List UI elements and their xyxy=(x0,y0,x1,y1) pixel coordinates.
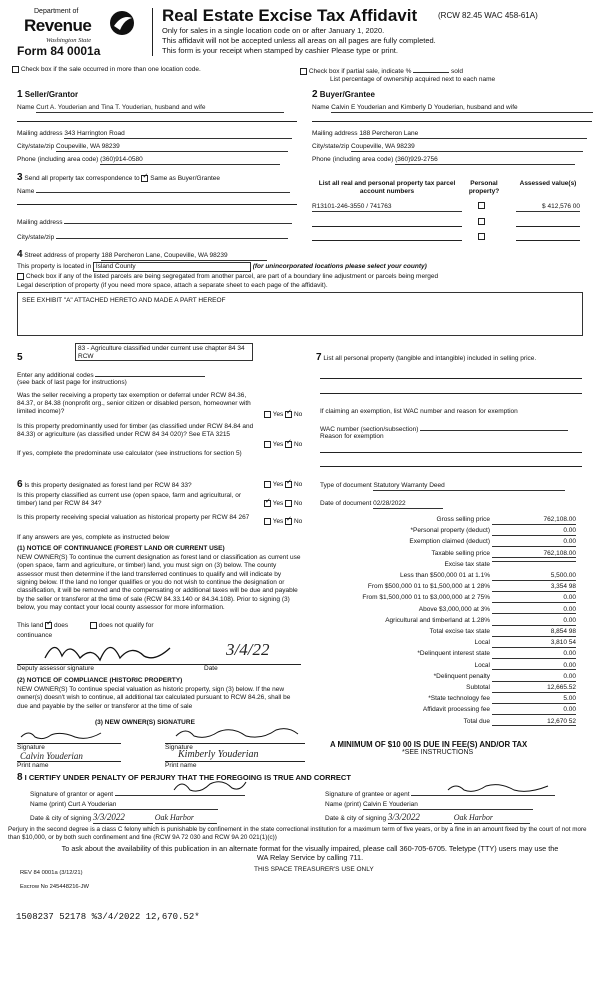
assessor-signature xyxy=(40,636,240,666)
rcw-ref: (RCW 82.45 WAC 458-61A) xyxy=(438,11,538,20)
q2-yes-checkbox[interactable] xyxy=(264,441,271,448)
complete-instructions: If any answers are yes, complete as instructed below xyxy=(17,534,170,541)
grantee-date-field[interactable]: 3/3/2022 xyxy=(388,812,452,824)
grantee-date-row: Date & city of signing 3/3/2022 Oak Harbor xyxy=(325,812,530,824)
certify-row: 8 I CERTIFY UNDER PENALTY OF PERJURY THAT THE FOREGOING IS TRUE AND CORRECT xyxy=(17,772,351,783)
buyer-heading: 2 Buyer/Grantee xyxy=(312,89,375,100)
cashier-stamp: 1508237 52178 %3/4/2022 12,670.52* xyxy=(16,912,200,922)
exemption-question: Was the seller receiving a property tax exemption or deferral under RCW 84.36, 84.37, or 84.38 (nonprofit org., senior citizen or disabled person, homeowner with limited income)? xyxy=(17,392,251,415)
street-address-field[interactable]: 188 Percheron Lane, Coupeville, WA 98239 xyxy=(101,252,267,261)
land-use-code-select[interactable]: 83 - Agriculture classified under current use chapter 84 34 RCW xyxy=(75,343,253,361)
partial-pct-field[interactable] xyxy=(413,66,449,73)
header-line-1: Only for sales in a single location code on or after January 1, 2020. xyxy=(162,26,385,35)
alt-format-notice: To ask about the availability of this publication in an alternate format for the visually impaired, please call 360-705-6705. Teletype (TTY) users may use the WA Relay Service by calling 711. xyxy=(61,844,559,862)
tax-row-label: Local xyxy=(474,639,490,647)
pct-note: List percentage of ownership acquired next to each name xyxy=(330,76,496,83)
form-number: Form 84 0001a xyxy=(17,44,101,58)
seller-heading: 1 Seller/Grantor xyxy=(17,89,79,100)
tax-row-value[interactable]: 0.00 xyxy=(492,650,576,659)
tax-row-label: Less than $500,000 01 at 1.1% xyxy=(400,572,490,579)
see-back-note: (see back of last page for instructions) xyxy=(17,379,127,386)
section-3-row: 3 Send all property tax correspondence to ✓ Same as Buyer/Grantee xyxy=(17,172,220,184)
historic-question: Is this property receiving special valuation as historical property per RCW 84 267 xyxy=(17,514,250,521)
tax-row-value[interactable]: 3,354 98 xyxy=(492,583,576,592)
grantor-city-field[interactable]: Oak Harbor xyxy=(155,813,217,824)
buyer-name-field[interactable]: Calvin E Youderian and Kimberly D Youderian, husband and wife xyxy=(331,104,593,113)
tax-row-label: Local xyxy=(474,661,490,669)
qualify-row: This land ✓ does does not qualify for xyxy=(17,622,154,630)
seller-phone-row: Phone (including area code) (360)914-0580 xyxy=(17,156,280,165)
timber-note: If yes, complete the predominate use calculator (see instructions for section 5) xyxy=(17,450,242,457)
county-select[interactable]: Island County xyxy=(93,262,251,272)
q1-answer: Yes ✓ No xyxy=(264,411,302,419)
assessed-col-header: Assessed value(s) xyxy=(519,180,577,187)
corr-city-field[interactable] xyxy=(56,232,288,239)
corr-city-row: City/state/zip xyxy=(17,232,288,242)
grantee-sig-row: Signature of grantee or agent xyxy=(325,788,555,799)
does-checkbox[interactable] xyxy=(45,622,52,629)
partial-sale-checkbox[interactable] xyxy=(300,68,307,75)
perjury-notice: Perjury in the second degree is a class C felony which is punishable by confinement in the state correctional institution for a maximum term of five years, or by a fine in an amount fixed by the court of not more than $10,000, or by both such confinement and fine (RCW 9A 72 030 and RCW 9A 20 021(1)(c)) xyxy=(8,826,587,841)
personal-col-header: Personal property? xyxy=(468,180,500,195)
minimum-notice: A MINIMUM OF $10 00 IS DUE IN FEE(S) AND/OR TAX xyxy=(330,740,528,749)
notice-1-heading: (1) NOTICE OF CONTINUANCE (FOREST LAND OR CURRENT USE) xyxy=(17,545,225,552)
tax-row-value[interactable]: 0.00 xyxy=(492,617,576,626)
grantor-date-field[interactable]: 3/3/2022 xyxy=(93,812,153,824)
tax-row-label: Excise tax state xyxy=(444,560,490,568)
q6-3-no-checkbox[interactable] xyxy=(285,518,292,525)
tax-row-label: Total due xyxy=(463,717,490,725)
q6-2-no-checkbox[interactable] xyxy=(285,500,292,507)
owner-print-2: Kimberly Youderian xyxy=(178,749,259,760)
tax-row-value[interactable]: 12,670 52 xyxy=(492,718,576,727)
tax-row-label: Exemption claimed (deduct) xyxy=(409,538,490,546)
q6-3-yes-checkbox[interactable] xyxy=(264,518,271,525)
grantor-signature xyxy=(170,776,250,796)
section-5-number: 5 xyxy=(17,352,23,363)
same-as-buyer-checkbox[interactable] xyxy=(141,175,148,182)
legal-description-text: SEE EXHIBIT "A" ATTACHED HERETO AND MADE A PART HEREOF xyxy=(22,297,226,304)
tax-row-value[interactable]: 8,854 98 xyxy=(492,628,576,637)
tax-row-value[interactable]: 5,500.00 xyxy=(492,572,576,581)
corr-addr-row: Mailing address xyxy=(17,217,292,227)
notice-2-heading: (2) NOTICE OF COMPLIANCE (HISTORIC PROPERTY) xyxy=(17,677,183,684)
state-label: Washington State xyxy=(46,37,92,44)
buyer-city-row: City/state/zip Coupeville, WA 98239 xyxy=(312,143,583,152)
tax-row-value[interactable]: 0.00 xyxy=(492,606,576,615)
corr-name-row: Name xyxy=(17,186,290,196)
corr-name-field[interactable] xyxy=(36,186,290,193)
forest-question: 6 Is this property designated as forest land per RCW 84 33? xyxy=(17,479,192,490)
tax-row-label: *State technology fee xyxy=(428,695,490,703)
tax-row-value[interactable]: 0.00 xyxy=(492,594,576,603)
tax-row-value[interactable]: 0.00 xyxy=(492,706,576,715)
tax-row-value[interactable]: 5.00 xyxy=(492,695,576,704)
personal-property-checkbox-1[interactable] xyxy=(478,202,485,209)
owner-print-label-1: Print name xyxy=(17,762,49,769)
revenue-wordmark: Revenue xyxy=(24,16,92,35)
grantee-name-field[interactable]: Calvin E Youderian xyxy=(363,801,533,810)
partial-sale-label: Check box if partial sale, indicate % xyxy=(308,68,412,75)
assessor-date: 3/4/22 xyxy=(226,640,270,659)
buyer-addr-row: Mailing address 188 Percheron Lane xyxy=(312,130,587,139)
tax-row-value[interactable]: 0.00 xyxy=(492,673,576,682)
q6-1-yes-checkbox[interactable] xyxy=(264,481,271,488)
doc-type-field[interactable]: Statutory Warranty Deed xyxy=(373,482,565,491)
tax-row-label: Subtotal xyxy=(466,684,490,691)
grantor-sig-row: Signature of grantor or agent xyxy=(30,788,245,799)
buyer-phone-field[interactable]: (360)929-2756 xyxy=(395,156,575,165)
buyer-name-row: Name Calvin E Youderian and Kimberly D Youderian, husband and wife xyxy=(312,104,593,113)
q2-no-checkbox[interactable] xyxy=(285,441,292,448)
personal-property-checkbox-3[interactable] xyxy=(478,233,485,240)
treasurer-label: THIS SPACE TREASURER'S USE ONLY xyxy=(254,866,374,873)
seller-phone-field[interactable]: (360)914-0580 xyxy=(100,156,280,165)
tax-row-label: From $500,000 01 to $1,500,000 at 1 28% xyxy=(367,583,490,591)
seller-name-field[interactable]: Curt A. Youderian and Tina T. Youderian, husband and wife xyxy=(36,104,284,113)
multi-location-label: Check box if the sale occurred in more than one location code. xyxy=(20,66,201,74)
owner-print-label-2: Print name xyxy=(165,762,197,769)
q6-3-answer: Yes ✓ No xyxy=(264,518,302,526)
q2-answer: Yes ✓ No xyxy=(264,441,302,449)
reason-row: Reason for exemption xyxy=(320,433,384,440)
owner-signature-1 xyxy=(17,727,107,743)
tax-row-value[interactable]: 12,665.52 xyxy=(492,684,576,693)
tax-row-label: *Personal property (deduct) xyxy=(410,527,490,535)
parcel-number[interactable]: R13101-246-3550 / 741763 xyxy=(312,203,462,212)
tax-row-label: Agricultural and timberland at 1.28% xyxy=(385,616,490,624)
tax-row-value[interactable]: 3,810 54 xyxy=(492,639,576,648)
owner-signature-2 xyxy=(172,724,302,742)
page-title: Real Estate Excise Tax Affidavit xyxy=(162,6,418,25)
doc-date-field[interactable]: 02/28/2022 xyxy=(373,500,443,509)
doc-type-row: Type of document Statutory Warranty Deed xyxy=(320,482,565,491)
segregated-checkbox[interactable] xyxy=(17,273,24,280)
q6-1-answer: Yes ✓ No xyxy=(264,481,302,489)
notice-1-body: NEW OWNER(S) To continue the current designation as forest land or classification as current use (open space, farm and agriculture, or timber) land, you must sign on (3) below. The county assessor must then determine if the land transferred continues to qualify and will indicate by signing below. If the land no longer qualifies or you do not wish to continue the designation or classification, it will be removed and the compensating or additional taxes will be due and payable by the seller or transferor at the time of sale (RCW 84.33.140 or 84.34.108). Prior to signing (3) below, you may contact your local county assessor for more information. xyxy=(17,554,301,611)
seller-name-row: Name Curt A. Youderian and Tina T. Youderian, husband and wife xyxy=(17,104,297,113)
grantee-name-row: Name (print) Calvin E Youderian xyxy=(325,801,533,810)
notice-3-heading: (3) NEW OWNER(S) SIGNATURE xyxy=(95,719,195,726)
personal-property-checkbox-2[interactable] xyxy=(478,218,485,225)
corr-address-field[interactable] xyxy=(64,217,292,224)
grantor-name-row: Name (print) Curt A Youderian xyxy=(30,801,218,810)
additional-codes-field[interactable] xyxy=(95,370,205,377)
dept-label: Department of xyxy=(34,8,79,15)
owner-print-1: Calvin Youderian xyxy=(20,751,83,761)
seller-city-row: City/state/zip Coupeville, WA 98239 xyxy=(17,143,288,152)
tax-row-value[interactable]: 0.00 xyxy=(492,538,576,547)
tax-row-label: *Delinquent penalty xyxy=(433,672,490,680)
notice-2-body: NEW OWNER(S) To continue special valuation as historic property, sign (3) below. If the new owner(s) doesn't wish to continue, all additional tax calculated pursuant to RCW 84.26, shall be due and payable by the seller or transferor at the time of sale xyxy=(17,686,291,710)
wac-field[interactable] xyxy=(420,424,568,431)
owner-signature-label-2: Signature xyxy=(165,744,193,751)
seller-city-field[interactable]: Coupeville, WA 98239 xyxy=(56,143,288,152)
multi-location-checkbox[interactable] xyxy=(12,66,19,73)
timber-question: Is this property predominantly used for timber (as classified under RCW 84.84 and 84.33) or agriculture (as classified under RCW 84 34 020)? See ETA 3215 xyxy=(17,423,254,438)
section-7: 7 List all personal property (tangible and intangible) included in selling price. xyxy=(316,352,537,363)
grantee-city-field[interactable]: Oak Harbor xyxy=(454,813,530,824)
header-line-3: This form is your receipt when stamped by cashier Please type or print. xyxy=(162,46,398,55)
grantee-signature xyxy=(444,778,554,796)
q6-2-yes-checkbox[interactable] xyxy=(264,500,271,507)
assessed-value[interactable]: $ 412,576 00 xyxy=(516,203,580,212)
q6-2-answer: ✓ Yes No xyxy=(264,500,302,508)
tax-row-label: Gross selling price xyxy=(436,516,490,523)
tax-row-label: Affidavit processing fee xyxy=(422,706,490,714)
segregated-row: Check box if any of the listed parcels are being segregated from another parcel, are part of a boundary line adjustment or parcels being merged xyxy=(17,273,438,281)
buyer-city-field[interactable]: Coupeville, WA 98239 xyxy=(351,143,583,152)
revision-label: REV 84 0001a (3/12/21) xyxy=(20,870,83,876)
deputy-date-label: Date xyxy=(204,665,218,672)
current-use-question: Is this property classified as current use (open space, farm and agricultural, or timber) land per RCW 84 34? xyxy=(17,492,241,507)
tax-row-label: *Delinquent interest state xyxy=(417,650,490,658)
doc-date-row: Date of document 02/28/2022 xyxy=(320,500,443,509)
q1-yes-checkbox[interactable] xyxy=(264,411,271,418)
sold-label: sold xyxy=(451,68,463,75)
additional-codes-row: Enter any additional codes xyxy=(17,370,205,380)
tax-row-label: Total excise tax state xyxy=(429,628,490,635)
seller-addr-row: Mailing address 343 Harrington Road xyxy=(17,130,292,139)
tax-row-label: From $1,500,000 01 to $3,000,000 at 2 75% xyxy=(362,594,490,602)
buyer-phone-row: Phone (including area code) (360)929-2756 xyxy=(312,156,575,165)
tax-row-value[interactable]: 0.00 xyxy=(492,662,576,671)
legal-description-box[interactable] xyxy=(17,292,583,336)
grantor-date-row: Date & city of signing 3/3/2022 Oak Harbor xyxy=(30,812,217,824)
street-address-row: 4 Street address of property 188 Percheron Lane, Coupeville, WA 98239 xyxy=(17,249,267,261)
located-row: This property is located in Island County (for unincorporated locations please select your county) xyxy=(17,263,427,270)
wac-row: WAC number (section/subsection) xyxy=(320,424,568,434)
dor-logo-icon xyxy=(108,10,138,36)
tax-row-value[interactable]: 762,108.00 xyxy=(492,550,576,559)
buyer-address-field[interactable]: 188 Percheron Lane xyxy=(359,130,587,139)
deputy-label: Deputy assessor signature xyxy=(17,665,94,672)
q6-1-no-checkbox[interactable] xyxy=(285,481,292,488)
tax-row-label: Taxable selling price xyxy=(431,549,490,557)
q1-no-checkbox[interactable] xyxy=(285,411,292,418)
does-not-checkbox[interactable] xyxy=(90,622,97,629)
see-instructions: *SEE INSTRUCTIONS xyxy=(402,749,474,756)
owner-signature-label-1: Signature xyxy=(17,744,45,751)
grantor-name-field[interactable]: Curt A Youderian xyxy=(68,801,218,810)
parcel-col-header: List all real and personal property tax parcel account numbers xyxy=(318,180,456,195)
tax-row-value[interactable] xyxy=(492,561,576,562)
exemption-label: If claiming an exemption, list WAC number and reason for exemption xyxy=(320,408,518,415)
seller-address-field[interactable]: 343 Harrington Road xyxy=(64,130,292,139)
tax-row-value[interactable]: 762,108.00 xyxy=(492,516,576,525)
tax-row-label: Above $3,000,000 at 3% xyxy=(418,605,490,613)
continuance-label: continuance xyxy=(17,632,53,639)
header-line-2: This affidavit will not be accepted unless all areas on all pages are fully completed. xyxy=(162,36,436,45)
legal-label: Legal description of property (if you need more space, attach a separate sheet to each page of the affidavit). xyxy=(17,282,328,289)
tax-row-value[interactable]: 0.00 xyxy=(492,527,576,536)
escrow-number: Escrow No 245448216-JW xyxy=(20,884,89,890)
